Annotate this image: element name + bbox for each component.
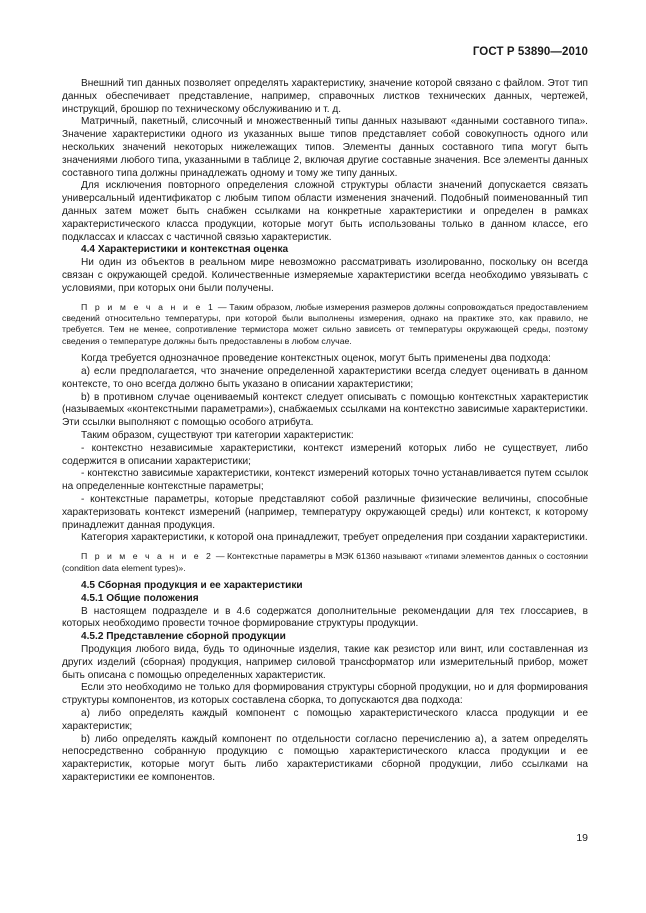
note-2 [62,551,588,574]
list-item: b) либо определять каждый компонент по отдельности согласно перечислению а), а затем определять непосредственно собранную продукцию с помощью характеристического класса продукции и ее характеристик, которые могут быть либо характеристиками сборной продукции, либо ссылками на характеристики ее компонентов. [62,733,588,783]
section-heading-4-5-1: 4.5.1 Общие положения [81,592,199,604]
paragraph: Категория характеристики, к которой она принадлежит, требует определения при создании характеристики. [81,532,588,544]
section-heading-4-5-2: 4.5.2 Представление сборной продукции [81,631,286,643]
paragraph: Матричный, пакетный, слисочный и множественный типы данных называют «данными составного типа». Значение характеристики одного из указанных выше типов представляет собой совокупность одного или нескольких значений некоторых нижележащих типов. Элементы данных составного типа могут быть значениями любого типа, указанными в таблице 2, включая другие составные значения. Все элементы данных составного типа должны принадлежать одному и тому же типу данных. [62,116,588,179]
note-1 [62,302,588,348]
note-2-text: — Контекстные параметры в МЭК 61360 называют «типами элементов данных о состоянии (condition data element types)». [62,551,588,573]
note-2-label: П р и м е ч а н и е 2 [81,551,214,562]
section-heading-4-5: 4.5 Сборная продукция и ее характеристики [81,579,303,591]
list-item: - контекстные параметры, которые представляют собой различные физические величины, способные характеризовать контекст измерений (например, температуру окружающей среды) или контекст, к которому принадлежит данная продукция. [62,493,588,531]
page-number: 19 [576,832,588,844]
list-item: а) если предполагается, что значение определенной характеристики всегда следует оценивать в данном контексте, то оно всегда должно быть указано в описании характеристики; [62,365,588,390]
list-item: a) либо определять каждый компонент с помощью характеристического класса продукции и ее характеристик; [62,707,588,732]
paragraph: Ни один из объектов в реальном мире невозможно рассматривать изолированно, поскольку он всегда связан с окружающей средой. Количественные измеряемые характеристики всегда необходимо увязывать с условиями, при которых они были получены. [62,257,588,294]
document-code: ГОСТ Р 53890—2010 [472,46,588,58]
paragraph: Для исключения повторного определения сложной структуры области значений допускается связать универсальный идентификатор с любым типом области изменения значений. Подобный поименованный тип данных затем может быть снабжен ссылками на конкретные характеристики и определен в рамках характеристического класса продукции, которые могут быть использованы только в данном классе, его подклассах и классах с частичной связью характеристик. [62,180,588,243]
paragraph: Когда требуется однозначное проведение контекстных оценок, могут быть применены два подхода: [81,353,551,365]
note-1-label: П р и м е ч а н и е 1 [81,301,216,312]
paragraph: Таким образом, существуют три категории характеристик: [81,429,354,441]
paragraph: В настоящем подразделе и в 4.6 содержатся дополнительные рекомендации для тех глоссариев, в которых необходимо провести точное формирование структуры продукции. [62,605,588,630]
paragraph: Продукция любого вида, будь то одиночные изделия, такие как резистор или винт, или составленная из других изделий (сборная) продукция, например силовой трансформатор или измерительный прибор, может быть описана с помощью определенных характеристик. [62,643,588,681]
note-1-text: — Таким образом, любые измерения размеров должны сопровождаться предоставлением сведений относительно температуры, при которой были выполнены измерения, однако на практике это, как правило, не требуется. Тем не менее, сопротивление термистора может сильно зависеть от температуры окружающей среды, поэтому сведения о температуре должны быть предоставлены в любом случае. [62,301,588,346]
list-item: - контекстно зависимые характеристики, контекст измерений которых точно устанавливается путем ссылок на определенные контекстные параметры; [62,468,588,493]
list-item: - контекстно независимые характеристики, контекст измерений которых либо не существует, либо содержится в описании характеристики; [62,442,588,467]
paragraph: Если это необходимо не только для формирования структуры сборной продукции, но и для формирования структуры компонентов, из которых составлена сборка, то допускаются два подхода: [62,682,588,707]
section-heading-4-4: 4.4 Характеристики и контекстная оценка [81,244,289,256]
list-item: b) в противном случае оцениваемый контекст следует описывать с помощью контекстных характеристик (называемых «контекстными параметрами»), снабжаемых ссылками на контекстно зависимые характеристики. Эти ссылки выполняют с помощью особого атрибута. [62,391,588,429]
paragraph: Внешний тип данных позволяет определять характеристику, значение которой связано с файлом. Этот тип данных обеспечивает представление, например, справочных листков технических данных, чертежей, инструкций, брошюр по техническому обслуживанию и т. д. [62,78,588,115]
page-body [62,78,588,785]
